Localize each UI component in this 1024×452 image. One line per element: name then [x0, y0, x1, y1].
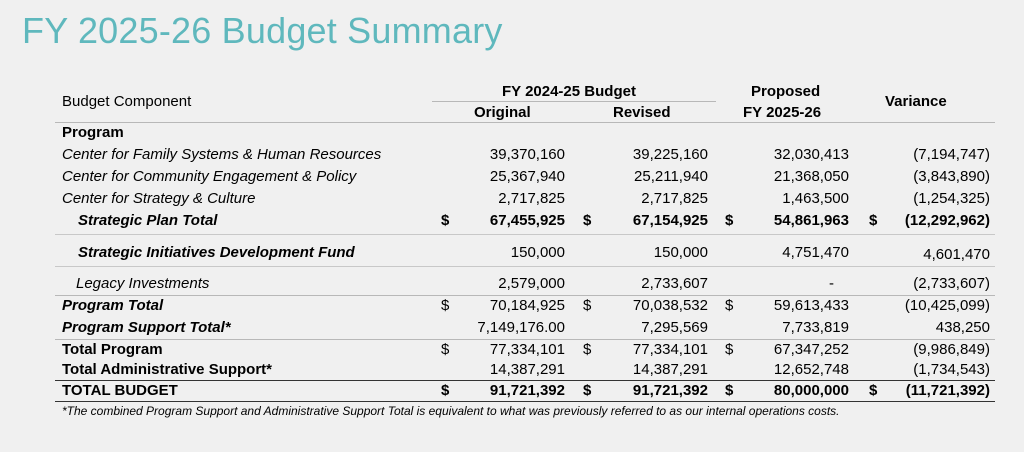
cell-revised: 2,733,607 — [641, 275, 708, 292]
cell-proposed: 7,733,819 — [782, 319, 849, 336]
currency-symbol: $ — [725, 382, 734, 399]
cell-revised: 70,038,532 — [632, 297, 708, 314]
footnote: *The combined Program Support and Administrative Support Total is equivalent to what was previously referred to as our internal operations costs. — [62, 404, 840, 418]
row-divider — [55, 339, 995, 340]
header-revised: Revised — [613, 104, 671, 121]
cell-variance: (7,194,747) — [913, 146, 990, 163]
cell-variance: (1,734,543) — [913, 361, 990, 378]
row-label: Strategic Initiatives Development Fund — [78, 244, 355, 261]
row-label: Legacy Investments — [76, 275, 210, 292]
cell-original: 91,721,392 — [489, 382, 565, 399]
currency-symbol: $ — [725, 297, 734, 314]
cell-original: 70,184,925 — [489, 297, 565, 314]
cell-original: 67,455,925 — [489, 212, 565, 229]
row-divider — [55, 234, 995, 235]
currency-symbol: $ — [583, 297, 592, 314]
row-label: Strategic Plan Total — [78, 212, 218, 229]
cell-revised: 7,295,569 — [641, 319, 708, 336]
cell-proposed: 32,030,413 — [773, 146, 849, 163]
cell-proposed: 4,751,470 — [782, 244, 849, 261]
cell-variance: (10,425,099) — [904, 297, 990, 314]
row-label: Center for Family Systems & Human Resources — [62, 146, 382, 163]
cell-variance: (12,292,962) — [904, 212, 990, 229]
currency-symbol: $ — [869, 382, 878, 399]
currency-symbol: $ — [441, 212, 450, 229]
cell-variance: (3,843,890) — [913, 168, 990, 185]
cell-original: 7,149,176.00 — [477, 319, 565, 336]
row-label: Total Administrative Support* — [62, 361, 273, 378]
cell-revised: 2,717,825 — [641, 190, 708, 207]
cell-proposed: - — [829, 275, 834, 292]
cell-proposed: 12,652,748 — [773, 361, 849, 378]
cell-original: 77,334,101 — [489, 341, 565, 358]
cell-variance: 438,250 — [935, 319, 990, 336]
header-proposed-line2: FY 2025-26 — [743, 104, 822, 121]
header-fy-group: FY 2024-25 Budget — [502, 83, 636, 100]
currency-symbol: $ — [583, 212, 592, 229]
row-label: Center for Strategy & Culture — [62, 190, 256, 207]
total-divider — [55, 380, 995, 381]
cell-revised: 39,225,160 — [632, 146, 708, 163]
cell-original: 2,579,000 — [498, 275, 565, 292]
cell-variance: (1,254,325) — [913, 190, 990, 207]
cell-variance: (9,986,849) — [913, 341, 990, 358]
header-proposed-line1: Proposed — [751, 83, 821, 100]
page-title: FY 2025-26 Budget Summary — [22, 10, 503, 51]
cell-revised: 150,000 — [653, 244, 708, 261]
cell-revised: 25,211,940 — [634, 168, 708, 185]
currency-symbol: $ — [725, 212, 734, 229]
row-label: TOTAL BUDGET — [62, 382, 178, 399]
header-group-underline — [432, 101, 716, 102]
cell-proposed: 21,368,050 — [773, 168, 849, 185]
row-label: Program Total — [62, 297, 164, 314]
cell-variance: (2,733,607) — [913, 275, 990, 292]
cell-original: 2,717,825 — [498, 190, 565, 207]
header-divider — [55, 122, 995, 123]
cell-proposed: 59,613,433 — [773, 297, 849, 314]
currency-symbol: $ — [583, 382, 592, 399]
section-program-label: Program — [62, 124, 124, 141]
header-variance: Variance — [885, 93, 947, 110]
cell-proposed: 1,463,500 — [782, 190, 849, 207]
cell-original: 39,370,160 — [489, 146, 565, 163]
cell-revised: 77,334,101 — [632, 341, 708, 358]
row-divider — [55, 295, 995, 296]
cell-revised: 67,154,925 — [632, 212, 708, 229]
cell-original: 150,000 — [510, 244, 565, 261]
currency-symbol: $ — [583, 341, 592, 358]
currency-symbol: $ — [441, 297, 450, 314]
cell-original: 14,387,291 — [489, 361, 565, 378]
row-label: Center for Community Engagement & Policy — [62, 168, 357, 185]
currency-symbol: $ — [869, 212, 878, 229]
cell-revised: 91,721,392 — [632, 382, 708, 399]
header-original: Original — [474, 104, 531, 121]
cell-original: 25,367,940 — [489, 168, 565, 185]
cell-variance: (11,721,392) — [905, 382, 990, 399]
cell-variance: 4,601,470 — [923, 246, 990, 263]
currency-symbol: $ — [725, 341, 734, 358]
currency-symbol: $ — [441, 341, 450, 358]
row-label: Total Program — [62, 341, 163, 358]
cell-proposed: 54,861,963 — [773, 212, 849, 229]
cell-proposed: 67,347,252 — [773, 341, 849, 358]
cell-revised: 14,387,291 — [632, 361, 708, 378]
currency-symbol: $ — [441, 382, 450, 399]
cell-proposed: 80,000,000 — [773, 382, 849, 399]
header-budget-component: Budget Component — [62, 93, 192, 110]
row-label: Program Support Total* — [62, 319, 231, 336]
row-divider — [55, 266, 995, 267]
